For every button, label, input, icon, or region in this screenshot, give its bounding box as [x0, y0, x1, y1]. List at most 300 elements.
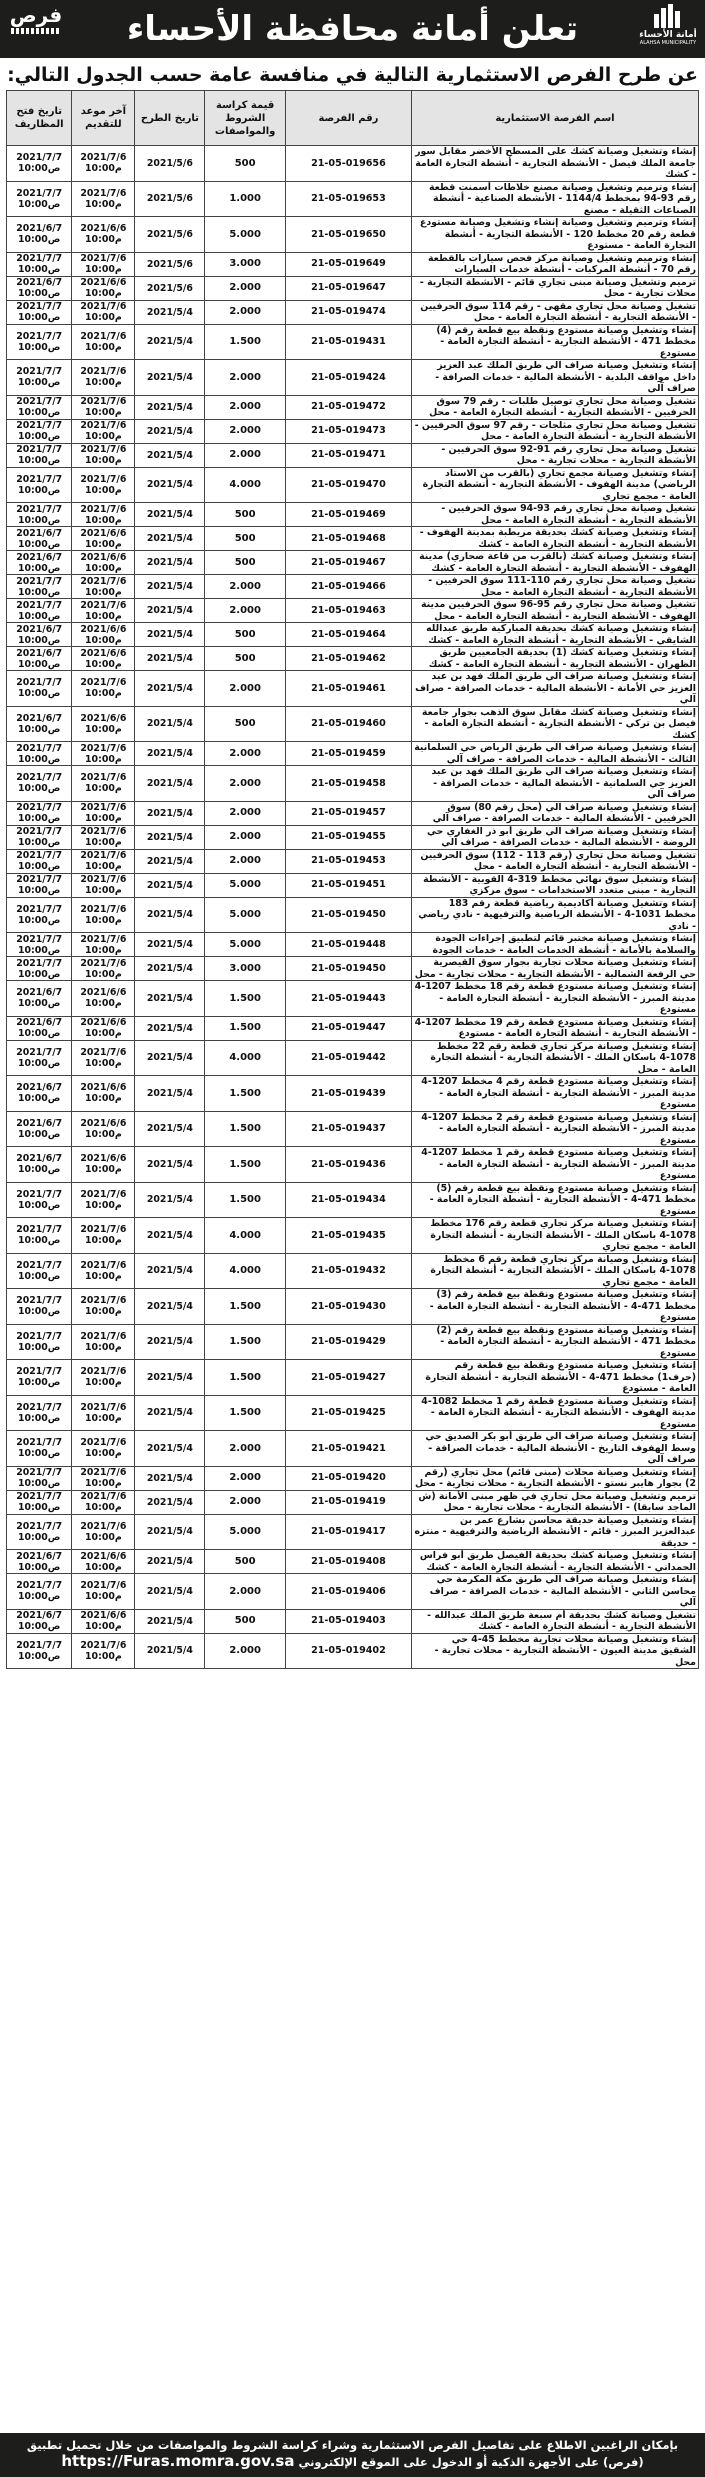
offer-date: 2021/5/4 — [135, 527, 205, 551]
submit-deadline: 2021/7/6 10:00م — [72, 1182, 135, 1218]
opening-date: 2021/6/7 10:00ص — [7, 981, 72, 1017]
submit-deadline: 2021/7/6 10:00م — [72, 419, 135, 443]
opening-date: 2021/6/7 10:00ص — [7, 276, 72, 300]
opening-date: 2021/6/7 10:00ص — [7, 1111, 72, 1147]
opening-date: 2021/7/7 10:00ص — [7, 575, 72, 599]
opening-date: 2021/7/7 10:00ص — [7, 360, 72, 396]
submit-deadline: 2021/7/6 10:00م — [72, 801, 135, 825]
table-row — [7, 1324, 699, 1360]
booklet-value: 2.000 — [205, 276, 286, 300]
submit-deadline: 2021/7/6 10:00م — [72, 181, 135, 217]
column-header-offer-date: تاريخ الطرح — [135, 91, 205, 146]
submit-deadline: 2021/7/6 10:00م — [72, 1289, 135, 1325]
opening-date: 2021/7/7 10:00ص — [7, 1466, 72, 1490]
opening-date: 2021/6/7 10:00ص — [7, 1147, 72, 1183]
opportunity-name: إنشاء وتشغيل وصيانة محلات تجارية بجوار سوق القيصرية حي الرفعة الشمالية - الأنشطة التجارية - محلات تجارية - محل — [411, 957, 698, 981]
offer-date: 2021/5/4 — [135, 1182, 205, 1218]
opportunity-number: 21-05-019429 — [285, 1324, 411, 1360]
booklet-value: 2.000 — [205, 300, 286, 324]
table-row — [7, 443, 699, 467]
opportunity-name: إنشاء وتشغيل وصيانة محلات تجارية مخطط 45-4 حي الشقيق مدينة العيون - الأنشطة التجارية - محلات تجارية - محل — [411, 1633, 698, 1669]
opportunity-number: 21-05-019431 — [285, 324, 411, 360]
table-row — [7, 825, 699, 849]
opportunity-name: إنشاء وتشغيل وصيانة كشك (1) بحديقة الجامعيين طريق الظهران - الأنشطة التجارية - أنشطة التجارة العامة - كشك — [411, 647, 698, 671]
submit-deadline: 2021/7/6 10:00م — [72, 1490, 135, 1514]
opportunity-name: تشغيل وصيانة محل تجاري رقم 110-111 سوق الحرفيين - الأنشطة التجارية - أنشطة التجارة العامة - محل — [411, 575, 698, 599]
opening-date: 2021/7/7 10:00ص — [7, 1490, 72, 1514]
offer-date: 2021/5/4 — [135, 671, 205, 707]
submit-deadline: 2021/7/6 10:00م — [72, 1360, 135, 1396]
booklet-value: 2.000 — [205, 766, 286, 802]
opportunity-name: إنشاء وتشغيل وصيانة صراف آلي طريق أبو بكر الصديق حي وسط الهفوف التاريخ - الأنشطة المالية - خدمات الصرافة - صراف آلي — [411, 1431, 698, 1467]
table-row — [7, 1040, 699, 1076]
table-row — [7, 1147, 699, 1183]
logo-caption-en: ALAHSA MUNICIPALITY — [639, 40, 697, 46]
submit-deadline: 2021/7/6 10:00م — [72, 1431, 135, 1467]
opportunity-name: إنشاء وتشغيل وصيانة مجمع تجاري (بالقرب من الاستاد الرياضي) مدينة الهفوف - الأنشطة التجارية - أنشطة التجارة العامة - مجمع تجاري — [411, 467, 698, 503]
opportunity-name: إنشاء وتشغيل وصيانة كشك بحديقة مريطبة بمدينة الهفوف - الأنشطة التجارية - أنشطة التجارة العامة - كشك — [411, 527, 698, 551]
submit-deadline: 2021/7/6 10:00م — [72, 1218, 135, 1254]
table-row — [7, 217, 699, 253]
table-row — [7, 849, 699, 873]
submit-deadline: 2021/7/6 10:00م — [72, 1633, 135, 1669]
booklet-value: 500 — [205, 706, 286, 742]
opportunity-number: 21-05-019447 — [285, 1016, 411, 1040]
opportunity-number: 21-05-019406 — [285, 1574, 411, 1610]
submit-deadline: 2021/7/6 10:00م — [72, 849, 135, 873]
opportunity-number: 21-05-019455 — [285, 825, 411, 849]
opening-date: 2021/7/7 10:00ص — [7, 252, 72, 276]
booklet-value: 2.000 — [205, 1490, 286, 1514]
submit-deadline: 2021/6/6 10:00م — [72, 981, 135, 1017]
offer-date: 2021/5/4 — [135, 1076, 205, 1112]
booklet-value: 500 — [205, 503, 286, 527]
table-row — [7, 897, 699, 933]
offer-date: 2021/5/6 — [135, 146, 205, 182]
submit-deadline: 2021/7/6 10:00م — [72, 1514, 135, 1550]
table-row — [7, 933, 699, 957]
table-row — [7, 146, 699, 182]
opportunity-name: إنشاء وتشغيل وصيانة كشك (بالقرب من قاعة صحاري) مدينة الهفوف - الأنشطة التجارية - أنشطة التجارة العامة - كشك — [411, 551, 698, 575]
submit-deadline: 2021/7/6 10:00م — [72, 933, 135, 957]
table-row — [7, 1490, 699, 1514]
booklet-value: 5.000 — [205, 1514, 286, 1550]
booklet-value: 500 — [205, 146, 286, 182]
booklet-value: 1.500 — [205, 1076, 286, 1112]
opportunity-name: إنشاء وتشغيل وصيانة محلات (مبنى قائم) محل تجاري (رقم 2) بجوار هايبر نستو - الأنشطة التجارية - محلات تجارية - محل — [411, 1466, 698, 1490]
submit-deadline: 2021/7/6 10:00م — [72, 575, 135, 599]
offer-date: 2021/5/4 — [135, 1324, 205, 1360]
opportunity-number: 21-05-019402 — [285, 1633, 411, 1669]
offer-date: 2021/5/4 — [135, 1574, 205, 1610]
offer-date: 2021/5/4 — [135, 443, 205, 467]
booklet-value: 1.500 — [205, 1324, 286, 1360]
booklet-value: 2.000 — [205, 671, 286, 707]
opportunity-number: 21-05-019403 — [285, 1609, 411, 1633]
offer-date: 2021/5/4 — [135, 623, 205, 647]
table-row — [7, 1182, 699, 1218]
booklet-value: 500 — [205, 647, 286, 671]
offer-date: 2021/5/4 — [135, 1253, 205, 1289]
opportunity-name: إنشاء وتشغيل وصيانة صراف آلي طريق أبو ذر الغفاري حي الروضة - الأنشطة المالية - خدمات الصرافة - صراف آلي — [411, 825, 698, 849]
booklet-value: 500 — [205, 527, 286, 551]
table-row — [7, 1633, 699, 1669]
opportunity-number: 21-05-019462 — [285, 647, 411, 671]
offer-date: 2021/5/4 — [135, 1431, 205, 1467]
opening-date: 2021/7/7 10:00ص — [7, 957, 72, 981]
municipality-emblem-icon — [651, 4, 685, 30]
table-row — [7, 1431, 699, 1467]
opportunity-name: إنشاء وتشغيل وصيانة صراف آلي طريق الملك عبد العزيز داخل مواقف البلدية - الأنشطة المالية - خدمات الصرافة - صراف آلي — [411, 360, 698, 396]
opportunity-number: 21-05-019430 — [285, 1289, 411, 1325]
offer-date: 2021/5/4 — [135, 1016, 205, 1040]
opportunity-number: 21-05-019443 — [285, 981, 411, 1017]
table-row — [7, 1550, 699, 1574]
opportunity-number: 21-05-019459 — [285, 742, 411, 766]
submit-deadline: 2021/7/6 10:00م — [72, 1574, 135, 1610]
opportunity-number: 21-05-019408 — [285, 1550, 411, 1574]
table-row — [7, 503, 699, 527]
submit-deadline: 2021/7/6 10:00م — [72, 599, 135, 623]
submit-deadline: 2021/6/6 10:00م — [72, 276, 135, 300]
table-row — [7, 1466, 699, 1490]
opening-date: 2021/6/7 10:00ص — [7, 1076, 72, 1112]
offer-date: 2021/5/4 — [135, 360, 205, 396]
opportunity-name: إنشاء وتشغيل وصيانة مستودع قطعة رقم 1 مخطط 1082-4 مدينة الهفوف - الأنشطة التجارية - أنشطة التجارة العامة - مستودع — [411, 1395, 698, 1431]
opportunity-number: 21-05-019427 — [285, 1360, 411, 1396]
opportunity-number: 21-05-019650 — [285, 217, 411, 253]
opening-date: 2021/6/7 10:00ص — [7, 217, 72, 253]
opening-date: 2021/7/7 10:00ص — [7, 181, 72, 217]
booklet-value: 4.000 — [205, 467, 286, 503]
booklet-value: 500 — [205, 551, 286, 575]
table-row — [7, 300, 699, 324]
opportunity-name: إنشاء وتشغيل وصيانة كشك بحديقة المباركية طريق عبدالله الشايقي - الأنشطة التجارية - أنشطة التجارة العامة - كشك — [411, 623, 698, 647]
logo-caption-ar: أمانة الأحساء — [639, 30, 697, 40]
offer-date: 2021/5/4 — [135, 1147, 205, 1183]
footer-banner — [0, 2433, 705, 2477]
opportunity-number: 21-05-019653 — [285, 181, 411, 217]
opening-date: 2021/7/7 10:00ص — [7, 1431, 72, 1467]
opening-date: 2021/7/7 10:00ص — [7, 1218, 72, 1254]
opening-date: 2021/7/7 10:00ص — [7, 742, 72, 766]
submit-deadline: 2021/7/6 10:00م — [72, 360, 135, 396]
offer-date: 2021/5/4 — [135, 706, 205, 742]
offer-date: 2021/5/4 — [135, 419, 205, 443]
opportunity-name: تشغيل وصيانة محل تجاري توصيل طلبات - رقم 79 سوق الحرفيين - الأنشطة التجارية - أنشطة التجارة العامة - محل — [411, 395, 698, 419]
opportunity-name: إنشاء وتشغيل سوق نهائي مخطط 319-4 القوبية - الأنشطة التجارية - مبنى متعدد الاستخدامات - سوق مركزي — [411, 873, 698, 897]
opportunity-number: 21-05-019464 — [285, 623, 411, 647]
opportunity-number: 21-05-019463 — [285, 599, 411, 623]
column-header-number: رقم الفرصة — [285, 91, 411, 146]
opportunity-name: إنشاء وتشغيل وصيانة مستودع قطعة رقم 19 مخطط 1207-4 - الأنشطة التجارية - أنشطة التجارة العامة - مستودع — [411, 1016, 698, 1040]
opportunity-name: إنشاء وتشغيل وصيانة مستودع قطعة رقم 18 مخطط 1207-4 مدينة المبرز - الأنشطة التجارية - أنشطة التجارة العامة - مستودع — [411, 981, 698, 1017]
opportunity-number: 21-05-019420 — [285, 1466, 411, 1490]
booklet-value: 1.500 — [205, 1289, 286, 1325]
opening-date: 2021/7/7 10:00ص — [7, 1289, 72, 1325]
offer-date: 2021/5/4 — [135, 825, 205, 849]
column-header-value: قيمة كراسة الشروط والمواصفات — [205, 91, 286, 146]
booklet-value: 2.000 — [205, 825, 286, 849]
opportunity-name: تشغيل وصيانة محل تجاري رقم 93-94 سوق الحرفيين - الأنشطة التجارية - أنشطة التجارة العامة - محل — [411, 503, 698, 527]
table-row — [7, 742, 699, 766]
booklet-value: 2.000 — [205, 1633, 286, 1669]
submit-deadline: 2021/7/6 10:00م — [72, 503, 135, 527]
submit-deadline: 2021/7/6 10:00م — [72, 671, 135, 707]
column-header-name: اسم الفرصة الاستثمارية — [411, 91, 698, 146]
table-row — [7, 706, 699, 742]
opportunity-number: 21-05-019461 — [285, 671, 411, 707]
opportunity-number: 21-05-019448 — [285, 933, 411, 957]
opening-date: 2021/7/7 10:00ص — [7, 1253, 72, 1289]
table-row — [7, 1111, 699, 1147]
opening-date: 2021/7/7 10:00ص — [7, 467, 72, 503]
table-row — [7, 873, 699, 897]
table-row — [7, 1395, 699, 1431]
submit-deadline: 2021/6/6 10:00م — [72, 217, 135, 253]
opportunity-name: إنشاء وتشغيل وصيانة مستودع قطعة رقم 1 مخطط 1207-4 مدينة المبرز - الأنشطة التجارية - أنشطة التجارة العامة - مستودع — [411, 1147, 698, 1183]
skyline-icon — [11, 28, 61, 34]
booklet-value: 3.000 — [205, 252, 286, 276]
offer-date: 2021/5/4 — [135, 1609, 205, 1633]
opportunity-name: إنشاء وتشغيل وصيانة كشك مقابل سوق الذهب بجوار جامعة فيصل بن تركي - الأنشطة التجارية - أنشطة التجارة العامة - كشك — [411, 706, 698, 742]
furas-website-link[interactable]: https://Furas.momra.gov.sa — [61, 2452, 295, 2470]
table-row — [7, 181, 699, 217]
table-row — [7, 599, 699, 623]
opening-date: 2021/7/7 10:00ص — [7, 825, 72, 849]
opening-date: 2021/6/7 10:00ص — [7, 647, 72, 671]
offer-date: 2021/5/4 — [135, 395, 205, 419]
booklet-value: 2.000 — [205, 801, 286, 825]
booklet-value: 4.000 — [205, 1218, 286, 1254]
submit-deadline: 2021/6/6 10:00م — [72, 706, 135, 742]
opening-date: 2021/7/7 10:00ص — [7, 1514, 72, 1550]
offer-date: 2021/5/4 — [135, 1550, 205, 1574]
submit-deadline: 2021/6/6 10:00م — [72, 1609, 135, 1633]
table-row — [7, 360, 699, 396]
opportunity-name: إنشاء وتشغيل وصيانة مستودع ونقطة بيع قطعة رقم (5) مخطط 471-4 - الأنشطة التجارية - أنشطة التجارة العامة - مستودع — [411, 1182, 698, 1218]
opportunity-name: تشغيل وصيانة محل تجاري (رقم 113 - 112) سوق الحرفيين - الأنشطة التجارية - أنشطة التجارة العامة - محل — [411, 849, 698, 873]
opportunity-name: إنشاء وترميم وتشغيل وصيانة مركز فحص سيارات بالقطعة رقم 70 - أنشطة المركبات - أنشطة خدمات السيارات — [411, 252, 698, 276]
opportunity-name: إنشاء وتشغيل وصيانة مركز تجاري قطعة رقم 22 مخطط 1078-4 باسكان الملك - الأنشطة التجارية - أنشطة التجارة العامة - محل — [411, 1040, 698, 1076]
opportunity-number: 21-05-019647 — [285, 276, 411, 300]
offer-date: 2021/5/4 — [135, 1490, 205, 1514]
table-row — [7, 467, 699, 503]
opportunity-name: إنشاء وتشغيل وصيانة صراف آلي (محل رقم 80) سوق الحرفيين - الأنشطة المالية - خدمات الصرافة - صراف آلي — [411, 801, 698, 825]
offer-date: 2021/5/6 — [135, 217, 205, 253]
submit-deadline: 2021/6/6 10:00م — [72, 527, 135, 551]
opportunity-name: تشغيل وصيانة محل تجاري مثلجات - رقم 97 سوق الحرفيين - الأنشطة التجارية - أنشطة التجارة العامة - محل — [411, 419, 698, 443]
table-row — [7, 957, 699, 981]
booklet-value: 4.000 — [205, 1040, 286, 1076]
booklet-value: 2.000 — [205, 1574, 286, 1610]
booklet-value: 2.000 — [205, 599, 286, 623]
opening-date: 2021/7/7 10:00ص — [7, 1574, 72, 1610]
opportunity-number: 21-05-019437 — [285, 1111, 411, 1147]
opportunity-number: 21-05-019469 — [285, 503, 411, 527]
table-row — [7, 766, 699, 802]
submit-deadline: 2021/6/6 10:00م — [72, 623, 135, 647]
table-row — [7, 551, 699, 575]
booklet-value: 2.000 — [205, 742, 286, 766]
offer-date: 2021/5/4 — [135, 801, 205, 825]
table-row — [7, 1289, 699, 1325]
booklet-value: 2.000 — [205, 360, 286, 396]
opening-date: 2021/7/7 10:00ص — [7, 1324, 72, 1360]
booklet-value: 2.000 — [205, 1431, 286, 1467]
booklet-value: 5.000 — [205, 217, 286, 253]
booklet-value: 2.000 — [205, 849, 286, 873]
opportunity-name: إنشاء وتشغيل وصيانة مستودع ونقطة بيع قطعة رقم (حرف1) مخطط 471-4 - الأنشطة التجارية - أنشطة التجارة العامة - مستودع — [411, 1360, 698, 1396]
opportunity-name: إنشاء وتشغيل وصيانة مستودع قطعة رقم 2 مخطط 1207-4 مدينة المبرز - الأنشطة التجارية - أنشطة التجارة العامة - مستودع — [411, 1111, 698, 1147]
offer-date: 2021/5/4 — [135, 300, 205, 324]
opportunity-number: 21-05-019474 — [285, 300, 411, 324]
offer-date: 2021/5/4 — [135, 1466, 205, 1490]
table-row — [7, 1360, 699, 1396]
opportunity-name: إنشاء وتشغيل وصيانة مستودع ونقطة بيع قطعة رقم (3) مخطط 471-4 - الأنشطة التجارية - أنشطة التجارة العامة - مستودع — [411, 1289, 698, 1325]
opening-date: 2021/7/7 10:00ص — [7, 897, 72, 933]
opportunity-number: 21-05-019656 — [285, 146, 411, 182]
page-title: تعلن أمانة محافظة الأحساء — [126, 9, 579, 49]
column-header-submit-deadline: آخر موعد للتقديم — [72, 91, 135, 146]
table-row — [7, 1076, 699, 1112]
opening-date: 2021/7/7 10:00ص — [7, 1182, 72, 1218]
booklet-value: 500 — [205, 1609, 286, 1633]
booklet-value: 1.500 — [205, 1395, 286, 1431]
submit-deadline: 2021/6/6 10:00م — [72, 647, 135, 671]
opportunity-number: 21-05-019436 — [285, 1147, 411, 1183]
submit-deadline: 2021/7/6 10:00م — [72, 742, 135, 766]
booklet-value: 5.000 — [205, 897, 286, 933]
furas-logo-text: فرص — [9, 3, 63, 27]
opening-date: 2021/7/7 10:00ص — [7, 873, 72, 897]
opening-date: 2021/7/7 10:00ص — [7, 1633, 72, 1669]
opening-date: 2021/7/7 10:00ص — [7, 766, 72, 802]
offer-date: 2021/5/4 — [135, 981, 205, 1017]
table-row — [7, 647, 699, 671]
offer-date: 2021/5/4 — [135, 742, 205, 766]
booklet-value: 2.000 — [205, 443, 286, 467]
submit-deadline: 2021/6/6 10:00م — [72, 1111, 135, 1147]
opportunity-number: 21-05-019442 — [285, 1040, 411, 1076]
opening-date: 2021/6/7 10:00ص — [7, 623, 72, 647]
table-row — [7, 1218, 699, 1254]
booklet-value: 2.000 — [205, 395, 286, 419]
opportunity-number: 21-05-019435 — [285, 1218, 411, 1254]
offer-date: 2021/5/4 — [135, 766, 205, 802]
opening-date: 2021/7/7 10:00ص — [7, 599, 72, 623]
submit-deadline: 2021/7/6 10:00م — [72, 300, 135, 324]
footer-text-line1: بإمكان الراغبين الاطلاع على تفاصيل الفرص الاستثمارية وشراء كراسة الشروط والمواصفات من خلال تحميل تطبيق — [26, 2438, 679, 2452]
opportunity-number: 21-05-019421 — [285, 1431, 411, 1467]
header-banner — [0, 0, 705, 58]
booklet-value: 2.000 — [205, 1466, 286, 1490]
submit-deadline: 2021/6/6 10:00م — [72, 1147, 135, 1183]
offer-date: 2021/5/4 — [135, 551, 205, 575]
opening-date: 2021/7/7 10:00ص — [7, 1040, 72, 1076]
opportunity-number: 21-05-019473 — [285, 419, 411, 443]
submit-deadline: 2021/7/6 10:00م — [72, 467, 135, 503]
booklet-value: 1.500 — [205, 1182, 286, 1218]
opportunity-number: 21-05-019471 — [285, 443, 411, 467]
opportunity-number: 21-05-019419 — [285, 1490, 411, 1514]
booklet-value: 1.500 — [205, 1360, 286, 1396]
table-row — [7, 801, 699, 825]
opportunity-name: ترميم وتشغيل وصيانة مبنى تجاري قائم - الأنشطة التجارية - محلات تجارية - محل — [411, 276, 698, 300]
opening-date: 2021/7/7 10:00ص — [7, 1395, 72, 1431]
offer-date: 2021/5/4 — [135, 897, 205, 933]
submit-deadline: 2021/7/6 10:00م — [72, 443, 135, 467]
offer-date: 2021/5/4 — [135, 933, 205, 957]
table-row — [7, 1016, 699, 1040]
submit-deadline: 2021/7/6 10:00م — [72, 1253, 135, 1289]
opening-date: 2021/6/7 10:00ص — [7, 527, 72, 551]
opportunity-name: إنشاء وترميم وتشغيل وصيانة مصنع خلاطات أسمنت قطعة رقم 93-94 بمخطط 1144/4 - الأنشطة الصناعية - أنشطة الصناعات الثقيلة - مصنع — [411, 181, 698, 217]
opportunity-name: إنشاء وتشغيل وصيانة صراف آلي طريق الملك فهد بن عبد العزيز حي الأمانة - الأنشطة المالية - خدمات الصرافة - صراف آلي — [411, 671, 698, 707]
opportunity-name: إنشاء وتشغيل وصيانة حديقة محاسن بشارع عمر بن عبدالعزيز المبرز - قائم - الأنشطة الرياضية والترفيهية - منتزه - حديقة — [411, 1514, 698, 1550]
offer-date: 2021/5/4 — [135, 1040, 205, 1076]
opportunity-number: 21-05-019424 — [285, 360, 411, 396]
offer-date: 2021/5/6 — [135, 252, 205, 276]
opportunity-name: تشغيل وصيانة كشك بحديقة أم سبعة طريق الملك عبدالله - الأنشطة التجارية - أنشطة التجارة العامة - كشك — [411, 1609, 698, 1633]
opportunity-number: 21-05-019425 — [285, 1395, 411, 1431]
booklet-value: 5.000 — [205, 933, 286, 957]
table-row — [7, 575, 699, 599]
opening-date: 2021/7/7 10:00ص — [7, 395, 72, 419]
submit-deadline: 2021/7/6 10:00م — [72, 897, 135, 933]
table-row — [7, 324, 699, 360]
opening-date: 2021/7/7 10:00ص — [7, 671, 72, 707]
footer-text-line2: (فرص) على الأجهزة الذكية أو الدخول على الموقع الإلكتروني — [298, 2455, 644, 2469]
opportunity-number: 21-05-019649 — [285, 252, 411, 276]
offer-date: 2021/5/4 — [135, 575, 205, 599]
submit-deadline: 2021/7/6 10:00م — [72, 825, 135, 849]
page-subtitle: عن طرح الفرص الاستثمارية التالية في منافسة عامة حسب الجدول التالي: — [7, 64, 698, 86]
opportunity-name: إنشاء وتشغيل وصيانة مستودع ونقطة بيع قطعة رقم (2) مخطط 471 - الأنشطة التجارية - أنشطة التجارة العامة - مستودع — [411, 1324, 698, 1360]
offer-date: 2021/5/4 — [135, 1633, 205, 1669]
furas-logo — [6, 4, 66, 54]
booklet-value: 1.500 — [205, 981, 286, 1017]
opening-date: 2021/7/7 10:00ص — [7, 1360, 72, 1396]
table-row — [7, 1609, 699, 1633]
opportunity-name: ترميم وتشغيل وصيانة محل تجاري في ظهر مبنى الأمانة (ش الماجد سابقا) - الأنشطة التجارية - محلات تجارية - محل — [411, 1490, 698, 1514]
opportunity-number: 21-05-019417 — [285, 1514, 411, 1550]
table-row — [7, 671, 699, 707]
opening-date: 2021/7/7 10:00ص — [7, 801, 72, 825]
submit-deadline: 2021/7/6 10:00م — [72, 766, 135, 802]
offer-date: 2021/5/4 — [135, 467, 205, 503]
opportunity-number: 21-05-019432 — [285, 1253, 411, 1289]
submit-deadline: 2021/6/6 10:00م — [72, 1550, 135, 1574]
opportunity-name: إنشاء وترميم وتشغيل وصيانة إنشاء وتشغيل وصيانة مستودع قطعة رقم 20 مخطط 120 - الأنشطة التجارية - أنشطة التجارة العامة - مستودع — [411, 217, 698, 253]
opportunity-number: 21-05-019467 — [285, 551, 411, 575]
submit-deadline: 2021/6/6 10:00م — [72, 551, 135, 575]
opening-date: 2021/7/7 10:00ص — [7, 419, 72, 443]
opportunity-name: إنشاء وتشغيل وصيانة مستودع ونقطة بيع قطعة رقم (4) مخطط 471 - الأنشطة التجارية - أنشطة التجارة العامة - مستودع — [411, 324, 698, 360]
opportunity-number: 21-05-019457 — [285, 801, 411, 825]
table-row — [7, 981, 699, 1017]
submit-deadline: 2021/7/6 10:00م — [72, 324, 135, 360]
opening-date: 2021/7/7 10:00ص — [7, 146, 72, 182]
opportunity-name: تشغيل وصيانة محل تجاري مقهى - رقم 114 سوق الحرفيين - الأنشطة التجارية - أنشطة التجارة العامة - محل — [411, 300, 698, 324]
booklet-value: 2.000 — [205, 419, 286, 443]
booklet-value: 1.500 — [205, 1016, 286, 1040]
offer-date: 2021/5/4 — [135, 503, 205, 527]
table-row — [7, 419, 699, 443]
opening-date: 2021/7/7 10:00ص — [7, 324, 72, 360]
opportunity-name: إنشاء وتشغيل وصيانة كشك بحديقة الفيصل طريق أبو فراس الحمداني - الأنشطة التجارية - أنشطة التجارة العامة - كشك — [411, 1550, 698, 1574]
opening-date: 2021/6/7 10:00ص — [7, 1016, 72, 1040]
